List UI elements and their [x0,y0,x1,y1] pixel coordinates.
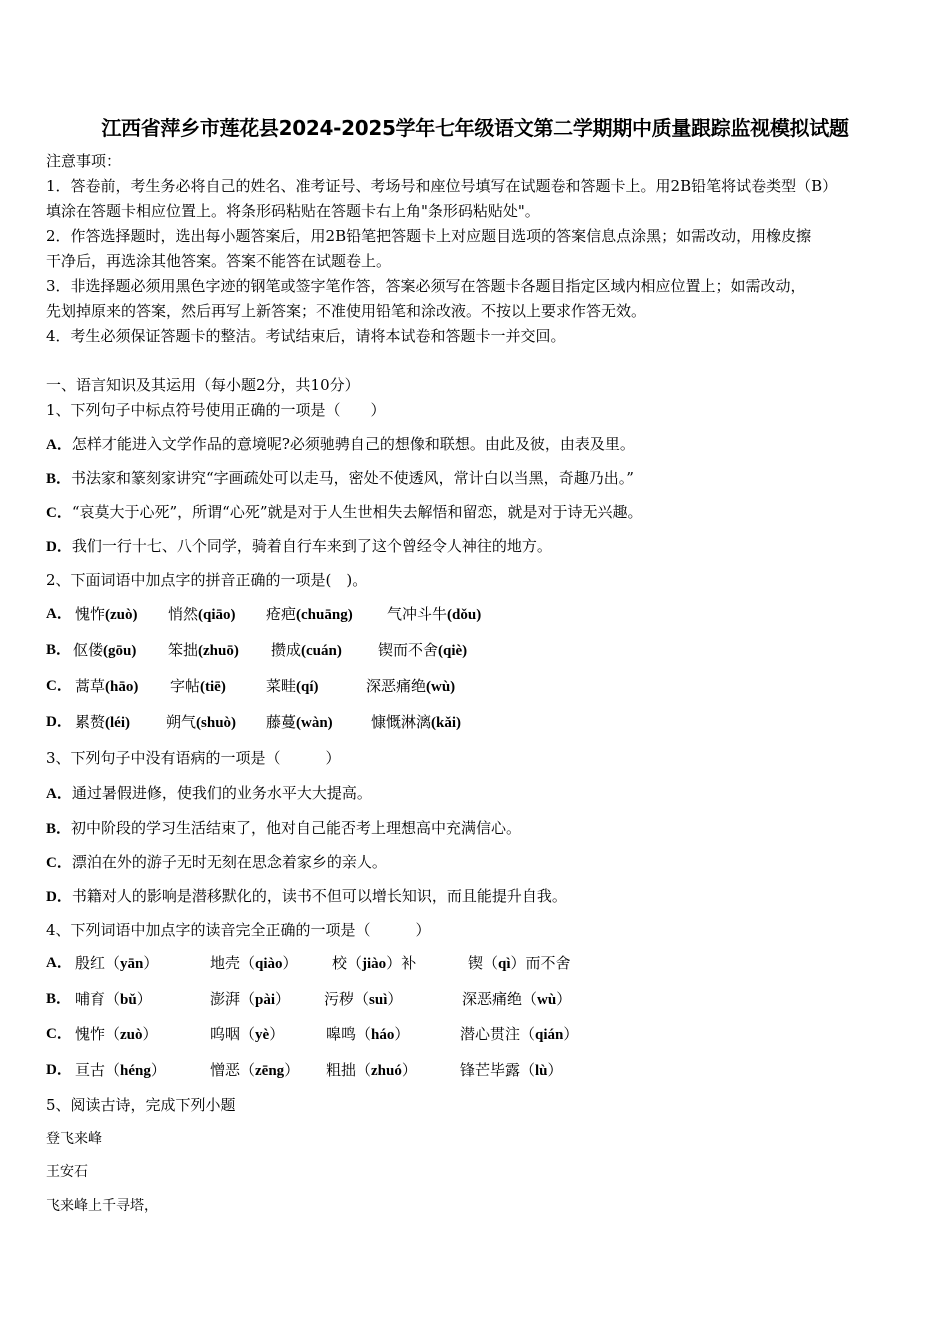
poem-title: 登飞来峰 [46,1131,102,1147]
word: 攒成 [271,641,302,659]
word: 蒿草 [75,677,106,695]
option-text: 书法家和篆刻家讲究“字画疏处可以走马，密处不使透风，常计白以当黑，奇趣乃出。” [71,469,634,487]
option-label: C． [46,1026,72,1042]
pinyin-item [210,1024,284,1045]
poem-line: 飞来峰上千寻塔， [46,1198,158,1214]
option-text: 怎样才能进入文学作品的意境呢?必须驰骋自己的想像和联想。由此及彼，由表及里。 [71,435,635,453]
pinyin-item [170,676,226,697]
q3-option-c [46,852,387,873]
pinyin: zuò [120,1027,143,1043]
word-suffix: ） [282,954,298,972]
pinyin-item [460,1024,578,1045]
q3-option-a [46,783,372,804]
word: 锲（ [468,954,499,972]
pinyin-item [166,712,236,733]
pinyin-item [387,604,481,625]
word: 累赘 [75,713,106,731]
pinyin: (qiè) [438,643,468,659]
pinyin: pài [255,992,276,1008]
pinyin: suì [369,992,388,1008]
notice-line: 干净后，再选涂其他答案。答案不能答在试题卷上。 [46,252,392,270]
word: 嗥鸣（ [326,1025,372,1043]
pinyin-item [73,640,136,661]
word: 菜畦 [266,677,297,695]
pinyin: bǔ [120,992,137,1008]
word: 疮疤 [266,605,297,623]
pinyin: (zuò) [105,607,138,623]
pinyin-item [75,1024,158,1045]
pinyin: (cuán) [301,643,342,659]
word-suffix: ） [547,1061,563,1079]
option-label: A． [46,955,72,971]
pinyin-item [378,640,467,661]
pinyin: jiào [362,956,387,972]
question-4-stem: 4、下列词语中加点字的读音完全正确的一项是（ ） [46,921,431,939]
word-suffix: ）而不舍 [510,954,571,972]
pinyin-item [75,712,130,733]
q1-option-c [46,502,643,523]
question-3-stem: 3、下列句子中没有语病的一项是（ ） [46,749,341,767]
option-label: C． [46,855,72,871]
option-text: 初中阶段的学习生活结束了，他对自己能否考上理想高中充满信心。 [71,819,522,837]
word: 粗拙（ [326,1061,372,1079]
notice-heading: 注意事项： [46,152,122,170]
pinyin-item [168,640,239,661]
pinyin: wù [537,992,557,1008]
pinyin-item [324,989,402,1010]
pinyin: héng [120,1063,151,1079]
option-label: D． [46,1062,72,1078]
word-suffix: ） [269,1025,285,1043]
page-title: 江西省萍乡市莲花县2024-2025学年七年级语文第二学期期中质量跟踪监视模拟试题 [101,116,849,140]
option-text: “哀莫大于心死”，所谓“心死”就是对于人生世相失去解悟和留恋，就是对于诗无兴趣。 [71,503,643,521]
pinyin-item [332,953,416,974]
pinyin: (kǎi) [431,715,462,731]
pinyin: (wàn) [296,715,333,731]
option-label: C． [46,505,72,521]
word: 深恶痛绝（ [462,990,538,1008]
pinyin-item [462,989,571,1010]
pinyin: (wù) [426,679,456,695]
word: 潜心贯注（ [460,1025,536,1043]
notice-line: 先划掉原来的答案，然后再写上新答案；不准使用铅笔和涂改液。不按以上要求作答无效。 [46,302,647,320]
option-label: D． [46,539,72,555]
pinyin-item [460,1060,563,1081]
option-label: B． [46,821,72,837]
word: 笨拙 [168,641,199,659]
pinyin-item [75,989,152,1010]
word: 愧怍（ [75,1025,121,1043]
notice-line: 2．作答选择题时，选出每小题答案后，用2B铅笔把答题卡上对应题目选项的答案信息点涂黑；如需改动，用橡皮擦 [46,227,812,245]
word: 校（ [332,954,363,972]
pinyin-item [271,640,342,661]
word: 憎恶（ [210,1061,256,1079]
word-suffix: ） [143,954,159,972]
word-suffix: ）补 [386,954,417,972]
word: 藤蔓 [266,713,297,731]
pinyin: qián [535,1027,564,1043]
word-suffix: ） [556,990,572,1008]
pinyin: zhuó [371,1063,402,1079]
word-suffix: ） [142,1025,158,1043]
word: 澎湃（ [210,990,256,1008]
word-suffix: ） [275,990,291,1008]
option-label: A． [46,786,72,802]
pinyin-item [75,953,158,974]
word: 慷慨淋漓 [371,713,432,731]
pinyin-item [75,1060,166,1081]
option-text: 通过暑假进修，使我们的业务水平大大提高。 [71,784,372,802]
word: 污秽（ [324,990,370,1008]
pinyin: (hāo) [105,679,139,695]
option-text: 我们一行十七、八个同学，骑着自行车来到了这个曾经令人神往的地方。 [71,537,552,555]
pinyin-item [468,953,571,974]
word: 殷红（ [75,954,121,972]
pinyin-item [266,604,353,625]
q1-option-b [46,468,634,489]
word: 哺育（ [75,990,121,1008]
pinyin: (zhuō) [198,643,239,659]
option-label: A． [46,437,72,453]
pinyin: lù [535,1063,548,1079]
section-heading: 一、语言知识及其运用（每小题2分，共10分） [46,376,360,394]
word-suffix: ） [394,1025,410,1043]
pinyin: yè [255,1027,270,1043]
word-suffix: ） [563,1025,579,1043]
pinyin: qiào [255,956,283,972]
option-text: 书籍对人的影响是潜移默化的，读书不但可以增长知识，而且能提升自我。 [71,887,567,905]
pinyin-item [210,953,298,974]
word: 气冲斗牛 [387,605,448,623]
poem-author: 王安石 [46,1164,88,1180]
pinyin: yān [120,956,144,972]
pinyin: háo [371,1027,395,1043]
pinyin-item [75,604,138,625]
option-label: D． [46,889,72,905]
pinyin: (shuò) [196,715,237,731]
pinyin: (léi) [105,715,130,731]
option-label: B． [46,991,72,1007]
pinyin-item [371,712,461,733]
option-text: 漂泊在外的游子无时无刻在思念着家乡的亲人。 [71,853,387,871]
pinyin: (qiāo) [198,607,236,623]
word: 亘古（ [75,1061,121,1079]
q1-option-d [46,536,552,557]
pinyin: (dǒu) [447,607,482,623]
q1-option-a [46,434,635,455]
pinyin: (chuāng) [296,607,353,623]
word: 呜咽（ [210,1025,256,1043]
pinyin-item [326,1060,417,1081]
word: 伛偻 [73,641,104,659]
word-suffix: ） [387,990,403,1008]
word-suffix: ） [136,990,152,1008]
pinyin-item [168,604,236,625]
q3-option-b [46,818,521,839]
pinyin-item [210,1060,299,1081]
pinyin-item [326,1024,409,1045]
word-suffix: ） [284,1061,300,1079]
word: 锲而不舍 [378,641,439,659]
pinyin-item [266,676,319,697]
pinyin: (tiē) [200,679,226,695]
word: 地壳（ [210,954,256,972]
notice-line: 4．考生必须保证答题卡的整洁。考试结束后，请将本试卷和答题卡一并交回。 [46,327,566,345]
option-label: B． [46,471,72,487]
word: 锋芒毕露（ [460,1061,536,1079]
pinyin: qì [498,956,511,972]
q3-option-d [46,886,567,907]
word: 字帖 [170,677,201,695]
option-label: D． [46,714,72,730]
word: 愧怍 [75,605,106,623]
pinyin: (qí) [296,679,319,695]
word: 深恶痛绝 [366,677,427,695]
question-1-stem: 1、下列句子中标点符号使用正确的一项是（ ） [46,401,386,419]
word: 悄然 [168,605,199,623]
word-suffix: ） [150,1061,166,1079]
pinyin-item [210,989,290,1010]
word: 朔气 [166,713,197,731]
pinyin-item [75,676,138,697]
pinyin-item [366,676,455,697]
pinyin: zēng [255,1063,285,1079]
word-suffix: ） [401,1061,417,1079]
option-label: A． [46,606,72,622]
option-label: C． [46,678,72,694]
notice-line: 1．答卷前，考生务必将自己的姓名、准考证号、考场号和座位号填写在试题卷和答题卡上。用2B铅笔将试卷类型（B） [46,177,838,195]
pinyin-item [266,712,333,733]
pinyin: (gōu) [103,643,137,659]
question-5-stem: 5、阅读古诗，完成下列小题 [46,1096,236,1114]
notice-line: 填涂在答题卡相应位置上。将条形码粘贴在答题卡右上角"条形码粘贴处"。 [46,202,540,220]
notice-line: 3．非选择题必须用黑色字迹的钢笔或签字笔作答，答案必须写在答题卡各题目指定区域内相应位置上；如需改动， [46,277,806,295]
question-2-stem: 2、下面词语中加点字的拼音正确的一项是( )。 [46,571,368,589]
option-label: B． [46,642,72,658]
